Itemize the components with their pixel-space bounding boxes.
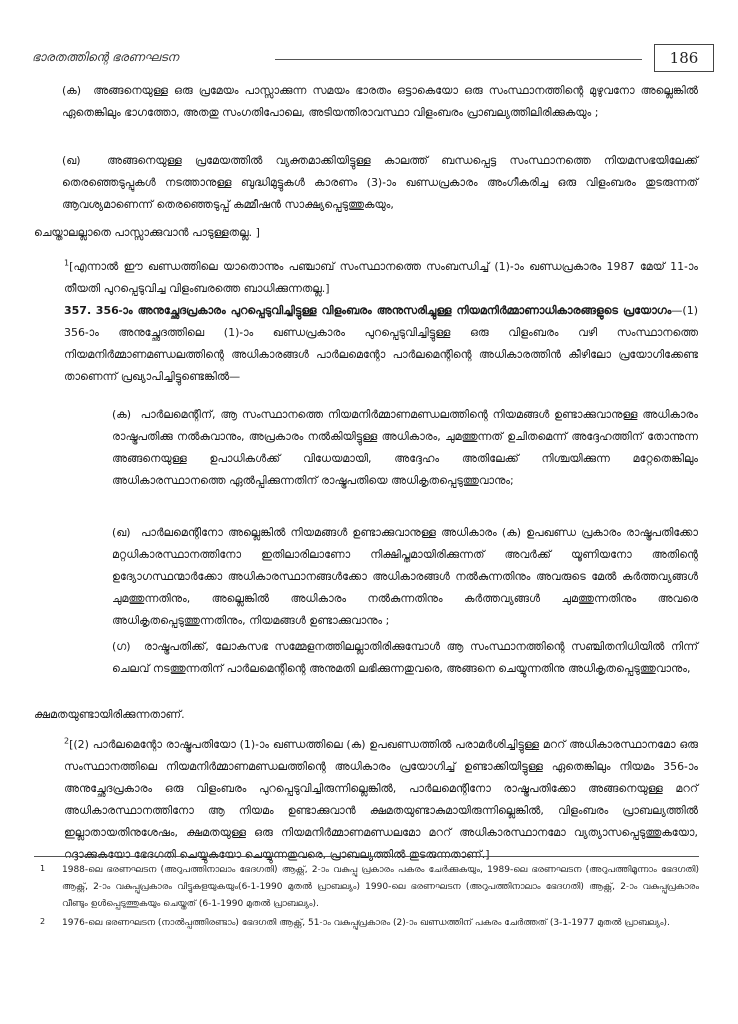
footnotes <box>34 862 699 934</box>
sub-clause-text: [(2) പാർലമെന്റോ രാഷ്ട്രപതിയോ (1)-ാം ഖണ്ഡത്തിലെ (ക) ഉപഖണ്ഡത്തിൽ പരാമർശിച്ചിട്ടുള്ള മററ് അധികാരസ്ഥാനമോ ഒരു സംസ്ഥാനത്തിലെ നിയമനിർമ്മാണമണ്ഡലത്തിന്റെ അധികാരം പ്രയോഗിച്ച് ഉണ്ടാക്കിയിട്ടുള്ള ഏതെങ്കിലും നിയമം 356-ാം അനുച്ഛേദപ്രകാരം ഒരു വിളംബരം പുറപ്പെടുവിച്ചിരുന്നില്ലെങ്കിൽ, പാർലമെന്റിനോ രാഷ്ട്രപതിക്കോ അങ്ങനെയുള്ള മററ് അധികാരസ്ഥാനത്തിനോ ആ നിയമം ഉണ്ടാക്കുവാൻ ക്ഷമതയുണ്ടാകുമായിരുന്നില്ലെങ്കിൽ, വിളംബരം പ്രാബല്യത്തിൽ ഇല്ലാതായതിനുശേഷം, ക്ഷമതയുള്ള ഒരു നിയമനിർമ്മാണമണ്ഡലമോ മററ് അധികാരസ്ഥാനമോ വ്യത്യാസപ്പെടുത്തുകയോ, റദ്ദാക്കുകയോ ഭേദഗതി ചെയ്യുകയോ ചെയ്യുന്നതുവരെ, പ്രാബല്യത്തിൽ തുടരുന്നതാണ്.] <box>64 738 698 861</box>
clause-text: പാർലമെന്റിന്, ആ സംസ്ഥാനത്തെ നിയമനിർമ്മാണമണ്ഡലത്തിന്റെ നിയമങ്ങൾ ഉണ്ടാക്കുവാനുള്ള അധികാരം രാഷ്ട്രപതിക്കു നൽകുവാനും, അപ്രകാരം നൽകിയിട്ടുള്ള അധികാരം, ചുമത്തുന്നത് ഉചിതമെന്ന് അദ്ദേഹത്തിന് തോന്നുന്ന അങ്ങനെയുള്ള ഉപാധികൾക്ക് വിധേയമായി, അദ്ദേഹം അതിലേക്ക് നിശ്ചയിക്കുന്ന മറ്റേതെങ്കിലും അധികാരസ്ഥാനത്തെ ഏൽപ്പിക്കുന്നതിന് രാഷ്ട്രപതിയെ അധികൃതപ്പെടുത്തുവാനും; <box>112 408 698 487</box>
clause-label: (ഖ) <box>62 154 81 167</box>
page-number: 186 <box>654 44 714 72</box>
clause-ka-1 <box>62 80 698 124</box>
article-357 <box>34 300 698 388</box>
running-head <box>30 44 720 78</box>
footnote-item <box>34 862 699 913</box>
proviso-text: [എന്നാൽ ഈ ഖണ്ഡത്തിലെ യാതൊന്നും പഞ്ചാബ് സംസ്ഥാനത്തെ സംബന്ധിച്ച് (1)-ാം ഖണ്ഡപ്രകാരം 1987 മേയ് 11-ാം തീയതി പുറപ്പെടുവിച്ച വിളംബരത്തെ ബാധിക്കുന്നതല്ല.] <box>64 260 698 295</box>
clause-ka-2 <box>82 404 698 492</box>
closing-line-2: ക്ഷമതയുണ്ടായിരിക്കുന്നതാണ്. <box>34 708 185 721</box>
article-number: 357. <box>64 304 92 317</box>
clause-kha-1 <box>62 150 698 216</box>
header-rule <box>275 59 642 60</box>
sub-clause-2 <box>34 734 698 866</box>
footnote-text: 1988-ലെ ഭരണഘടന (അറുപത്തിനാലാം ഭേദഗതി) ആക്റ്റ്, 2-ാം വകുപ്പു പ്രകാരം പകരം ചേർക്കുകയും, 1989-ലെ ഭരണഘടന (അറുപത്തിമൂന്നാം ഭേദഗതി) ആക്റ്റ്, 2-ാം വകുപ്പുപ്രകാരം വിട്ടുകളയുകയും(6-1-1990 മുതൽ പ്രാബല്യം) 1990-ലെ ഭരണഘടന (അറുപത്തിനാലാം ഭേദഗതി) ആക്റ്റ്, 2-ാം വകുപ്പുപ്രകാരം വീണ്ടും ഉൾപ്പെടുത്തുകയും ചെയ്തത് (6-1-1990 മുതൽ പ്രാബല്യം). <box>62 865 699 909</box>
closing-line-1: ചെയ്താലല്ലാതെ പാസ്സാക്കുവാൻ പാടുള്ളതല്ല. ] <box>34 226 260 239</box>
clause-kha-2 <box>82 522 698 632</box>
clause-label: (ഖ) <box>112 526 131 539</box>
running-head-title: ഭാരതത്തിന്റെ ഭരണഘടന <box>32 50 179 64</box>
article-heading: 356-ാം അനുച്ഛേദപ്രകാരം പുറപ്പെടുവിച്ചിട്ടുള്ള വിളംബരം അനുസരിച്ചുള്ള നിയമനിർമ്മാണാധികാരങ്ങളുടെ പ്രയോഗം <box>95 304 672 317</box>
proviso <box>34 256 698 300</box>
clause-label: (ഗ) <box>112 640 131 653</box>
clause-text: അങ്ങനെയുള്ള ഒരു പ്രമേയം പാസ്സാക്കുന്ന സമയം ഭാരതം ഒട്ടാകെയോ ഒരു സംസ്ഥാനത്തിന്റെ മുഴുവനോ അല്ലെങ്കിൽ ഏതെങ്കിലും ഭാഗത്തോ, അതതു സംഗതിപോലെ, അടിയന്തിരാവസ്ഥാ വിളംബരം പ്രാബല്യത്തിലിരിക്കുകയും ; <box>62 84 698 119</box>
clause-ga-2 <box>82 636 698 680</box>
article-text: —(1) 356-ാം അനുച്ഛേദത്തിലെ (1)-ാം ഖണ്ഡപ്രകാരം പുറപ്പെടുവിച്ചിട്ടുള്ള ഒരു വിളംബരം വഴി സംസ്ഥാനത്തെ നിയമനിർമ്മാണമണ്ഡലത്തിന്റെ അധികാരങ്ങൾ പാർലമെന്റോ പാർലമെന്റിന്റെ അധികാരത്തിൻ കീഴിലോ പ്രയോഗിക്കേണ്ട താണെന്ന് പ്രഖ്യാപിച്ചിട്ടുണ്ടെങ്കിൽ— <box>64 304 698 383</box>
clause-text: അങ്ങനെയുള്ള പ്രമേയത്തിൽ വ്യക്തമാക്കിയിട്ടുള്ള കാലത്ത് ബന്ധപ്പെട്ട സംസ്ഥാനത്തെ നിയമസഭയിലേക്ക് തെരഞ്ഞെടുപ്പുകൾ നടത്താനുള്ള ബുദ്ധിമുട്ടുകൾ കാരണം (3)-ാം ഖണ്ഡപ്രകാരം അംഗീകരിച്ച ഒരു വിളംബരം തുടരുന്നത് ആവശ്യമാണെന്ന് തെരഞ്ഞെടുപ്പ് കമ്മീഷൻ സാക്ഷ്യപ്പെടുത്തുകയും, <box>62 154 698 211</box>
footnote-rule <box>34 856 699 857</box>
footnote-text: 1976-ലെ ഭരണഘടന (നാൽപ്പത്തിരണ്ടാം) ഭേദഗതി ആക്റ്റ്, 51-ാം വകുപ്പുപ്രകാരം (2)-ാം ഖണ്ഡത്തിന് പകരം ചേർത്തത് (3-1-1977 മുതൽ പ്രാബല്യം). <box>62 918 670 928</box>
clause-text: പാർലമെന്റിനോ അല്ലെങ്കിൽ നിയമങ്ങൾ ഉണ്ടാക്കുവാനുള്ള അധികാരം (ക) ഉപഖണ്ഡ പ്രകാരം രാഷ്ട്രപതിക്കോ മറ്റധികാരസ്ഥാനത്തിനോ ഇതിലാരിലാണോ നിക്ഷിപ്തമായിരിക്കുന്നത് അവർക്ക് യൂണിയനോ അതിന്റെ ഉദ്യോഗസ്ഥന്മാർക്കോ അധികാരസ്ഥാനങ്ങൾക്കോ അധികാരങ്ങൾ നൽകുന്നതിനും അവരുടെ മേൽ കർത്തവ്യങ്ങൾ ചുമത്തുന്നതിനും, അല്ലെങ്കിൽ അധികാരം നൽകുന്നതിനും കർത്തവ്യങ്ങൾ ചുമത്തുന്നതിനും അവരെ അധികൃതപ്പെടുത്തുന്നതിനും, നിയമങ്ങൾ ഉണ്ടാക്കുവാനും ; <box>112 526 698 627</box>
footnote-ref: 1 <box>64 258 70 268</box>
clause-text: രാഷ്ട്രപതിക്ക്, ലോകസഭ സമ്മേളനത്തിലല്ലാതിരിക്കുമ്പോൾ ആ സംസ്ഥാനത്തിന്റെ സഞ്ചിതനിധിയിൽ നിന്ന് ചെലവ് നടത്തുന്നതിന് പാർലമെന്റിന്റെ അനുമതി ലഭിക്കുന്നതുവരെ, അങ്ങനെ ചെയ്യുന്നതിനു അധികൃതപ്പെടുത്തുവാനും, <box>112 640 698 675</box>
footnote-item <box>34 915 699 932</box>
footnote-mark: 2 <box>40 917 46 926</box>
clause-label: (ക) <box>62 84 82 97</box>
footnote-mark: 1 <box>40 864 46 873</box>
clause-label: (ക) <box>112 408 132 421</box>
footnote-ref: 2 <box>64 736 70 746</box>
